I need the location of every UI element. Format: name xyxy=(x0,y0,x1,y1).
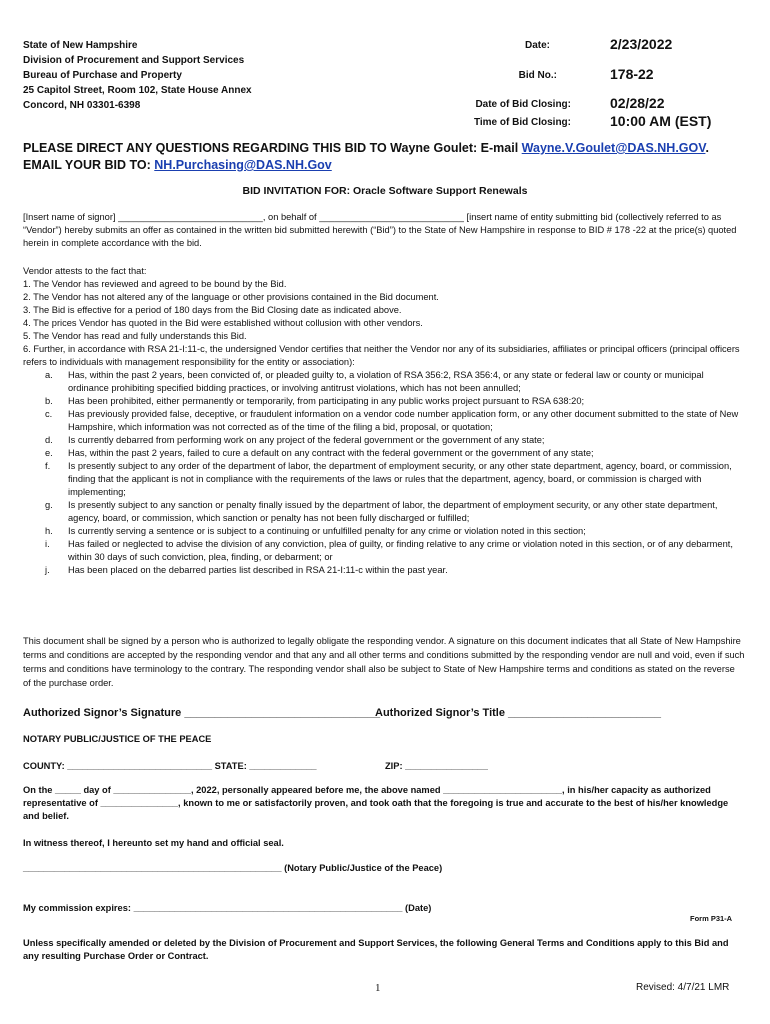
sub-marker: b. xyxy=(45,396,53,406)
list-item: 6. Further, in accordance with RSA 21-I:11-c, the undersigned Vendor certifies that neither the Vendor nor any of its subsidiaries, affiliates or principal officers (principal officers refers to individuals with management responsibility for the entity or association): xyxy=(23,344,740,367)
sub-text: Has previously provided false, deceptive, or fraudulent information on a vendor code number application form, or any other document submitted to the state of New Hampshire, which information was not corrected as of the time of the filing a bid, proposal, or quotation; xyxy=(68,409,739,432)
attestation-list xyxy=(23,265,745,577)
county-state-field[interactable]: COUNTY: ____________________________ STATE: _____________ xyxy=(23,761,317,771)
general-terms-note: Unless specifically amended or deleted by the Division of Procurement and Support Services, the following General Terms and Conditions apply to this Bid and any resulting Purchase Order or Contract. xyxy=(23,938,729,961)
sub-marker: h. xyxy=(45,526,53,536)
sub-text: Has been prohibited, either permanently or temporarily, from participating in any public works project pursuant to RSA 638:20; xyxy=(68,396,585,406)
submit-text: EMAIL YOUR BID TO: xyxy=(23,158,155,172)
org-line: Division of Procurement and Support Services xyxy=(23,55,245,66)
sub-marker: e. xyxy=(45,448,53,458)
questions-line xyxy=(23,140,709,157)
list-item: 2. The Vendor has not altered any of the language or other provisions contained in the Bid document. xyxy=(23,292,439,302)
list-item: 3. The Bid is effective for a period of 180 days from the Bid Closing date as indicated above. xyxy=(23,305,402,315)
bid-no-label: Bid No.: xyxy=(518,70,557,81)
date-value: 2/23/2022 xyxy=(610,36,673,52)
list-item: 5. The Vendor has read and fully understands this Bid. xyxy=(23,331,247,341)
list-item xyxy=(23,395,745,408)
list-item xyxy=(23,408,745,434)
questions-end: . xyxy=(705,141,709,155)
attest-lead: Vendor attests to the fact that: xyxy=(23,266,147,276)
sub-text: Is currently serving a sentence or is subject to a continuing or unfulfilled penalty for any crime or violation noted in this section; xyxy=(68,526,586,536)
sub-marker: g. xyxy=(45,500,53,510)
sub-text: Has, within the past 2 years, failed to cure a default on any contract with the federal government or the government of any state; xyxy=(68,448,594,458)
closing-date-value: 02/28/22 xyxy=(610,95,665,111)
sub-text: Is currently debarred from performing work on any project of the federal government or the government of any state; xyxy=(68,435,545,445)
agency-address-block xyxy=(23,38,252,113)
zip-field[interactable]: ZIP: ________________ xyxy=(385,761,488,771)
sub-text: Has failed or neglected to advise the division of any conviction, plea of guilty, or finding relative to any crime or violation noted in this section, or of any debarment, within 30 days of such conviction, plea, finding, or debarment; or xyxy=(68,539,733,562)
bid-no-value: 178-22 xyxy=(610,66,654,82)
sub-marker: i. xyxy=(45,539,50,549)
sub-marker: c. xyxy=(45,409,53,419)
list-item xyxy=(23,460,745,499)
signing-paragraph: This document shall be signed by a person who is authorized to legally obligate the responding vendor. A signature on this document indicates that all State of New Hampshire terms and conditions are accepted by the responding vendor and that any and all other terms and conditions submitted by the responding vendor are null and void, even if such terms and conditions have terminology to the contrary. The responding vendor shall also be subject to State of New Hampshire terms and conditions as stated on the reverse of the purchase order. xyxy=(23,636,745,688)
sub-marker: a. xyxy=(45,370,53,380)
sub-text: Has been placed on the debarred parties list described in RSA 21-I:11-c within the past year. xyxy=(68,565,448,575)
commission-expires-field[interactable]: My commission expires: ____________________________________________________ (Date) xyxy=(23,903,432,913)
sub-text: Is presently subject to any order of the department of labor, the department of employment security, or any other state department, agency, board, or commission, finding that the applicant is not in compliance with the requirements of the laws or rules that the department, agency, board, or commission is charged with implementing; xyxy=(68,461,732,497)
closing-time-label: Time of Bid Closing: xyxy=(473,117,571,128)
org-line: 25 Capitol Street, Room 102, State House Annex xyxy=(23,85,252,96)
witness-line: In witness thereof, I hereunto set my hand and official seal. xyxy=(23,838,284,848)
closing-time-value: 10:00 AM (EST) xyxy=(610,113,712,129)
list-item: 4. The prices Vendor has quoted in the Bid were established without collusion with other vendors. xyxy=(23,318,423,328)
notary-signature-field[interactable]: __________________________________________________ (Notary Public/Justice of the Peace) xyxy=(23,863,443,873)
sub-text: Is presently subject to any sanction or penalty finally issued by the department of labor, the department of employment security, or any other state department, agency, board, or commission, which sanction or penalty has not been fully discharged or fulfilled; xyxy=(68,500,718,523)
signor-title-field[interactable]: Authorized Signor’s Title _________________________ xyxy=(375,707,661,719)
list-item xyxy=(23,369,745,395)
sub-text: Has, within the past 2 years, been convicted of, or pleaded guilty to, a violation of RSA 356:2, RSA 356:4, or any state or federal law or county or municipal ordinance prohibiting specified bidding practices, or involving antitrust violations, which has not been annulled; xyxy=(68,370,704,393)
list-item xyxy=(23,525,745,538)
sub-marker: d. xyxy=(45,435,53,445)
questions-text: PLEASE DIRECT ANY QUESTIONS REGARDING THIS BID TO Wayne Goulet: E-mail xyxy=(23,141,522,155)
sub-marker: j. xyxy=(45,565,50,575)
org-line: Concord, NH 03301-6398 xyxy=(23,100,141,111)
signor-signature-field[interactable]: Authorized Signor’s Signature ________________________________ xyxy=(23,707,381,719)
sub-marker: f. xyxy=(45,461,51,471)
list-item xyxy=(23,434,745,447)
contact-block xyxy=(23,140,709,174)
list-item xyxy=(23,499,745,525)
invitation-title: BID INVITATION FOR: Oracle Software Support Renewals xyxy=(242,185,528,197)
list-item xyxy=(23,538,745,564)
submit-line xyxy=(23,157,709,174)
page-number: 1 xyxy=(375,982,381,994)
questions-email-link[interactable]: Wayne.V.Goulet@DAS.NH.GOV xyxy=(521,141,706,155)
org-line: State of New Hampshire xyxy=(23,40,138,51)
date-label: Date: xyxy=(524,40,550,51)
org-line: Bureau of Purchase and Property xyxy=(23,70,182,81)
closing-date-label: Date of Bid Closing: xyxy=(475,99,571,110)
intro-paragraph: [Insert name of signor] ____________________________, on behalf of ____________________________ [insert name of entity submitting bid (collectively referred to as “Vendor”) hereby submits an offer as contained in the written bid submitted herewith (“Bid”) to the State of New Hampshire in response to BID # 178 -22 at the price(s) quoted herein in complete accordance with the bid. xyxy=(23,212,737,248)
list-item xyxy=(23,564,745,577)
list-item xyxy=(23,447,745,460)
submit-email-link[interactable]: NH.Purchasing@DAS.NH.Gov xyxy=(154,158,332,172)
notary-heading: NOTARY PUBLIC/JUSTICE OF THE PEACE xyxy=(23,734,212,744)
oath-paragraph: On the _____ day of _______________, 2022, personally appeared before me, the above named _______________________, in his/her capacity as authorized representative of _______________, known to me or satisfactorily proven, and took oath that the foregoing is true and accurate to the best of his/her knowledge and belief. xyxy=(23,785,729,821)
revised-note: Revised: 4/7/21 LMR xyxy=(636,982,730,993)
list-item: 1. The Vendor has reviewed and agreed to be bound by the Bid. xyxy=(23,279,287,289)
form-id: Form P31-A xyxy=(690,914,733,923)
